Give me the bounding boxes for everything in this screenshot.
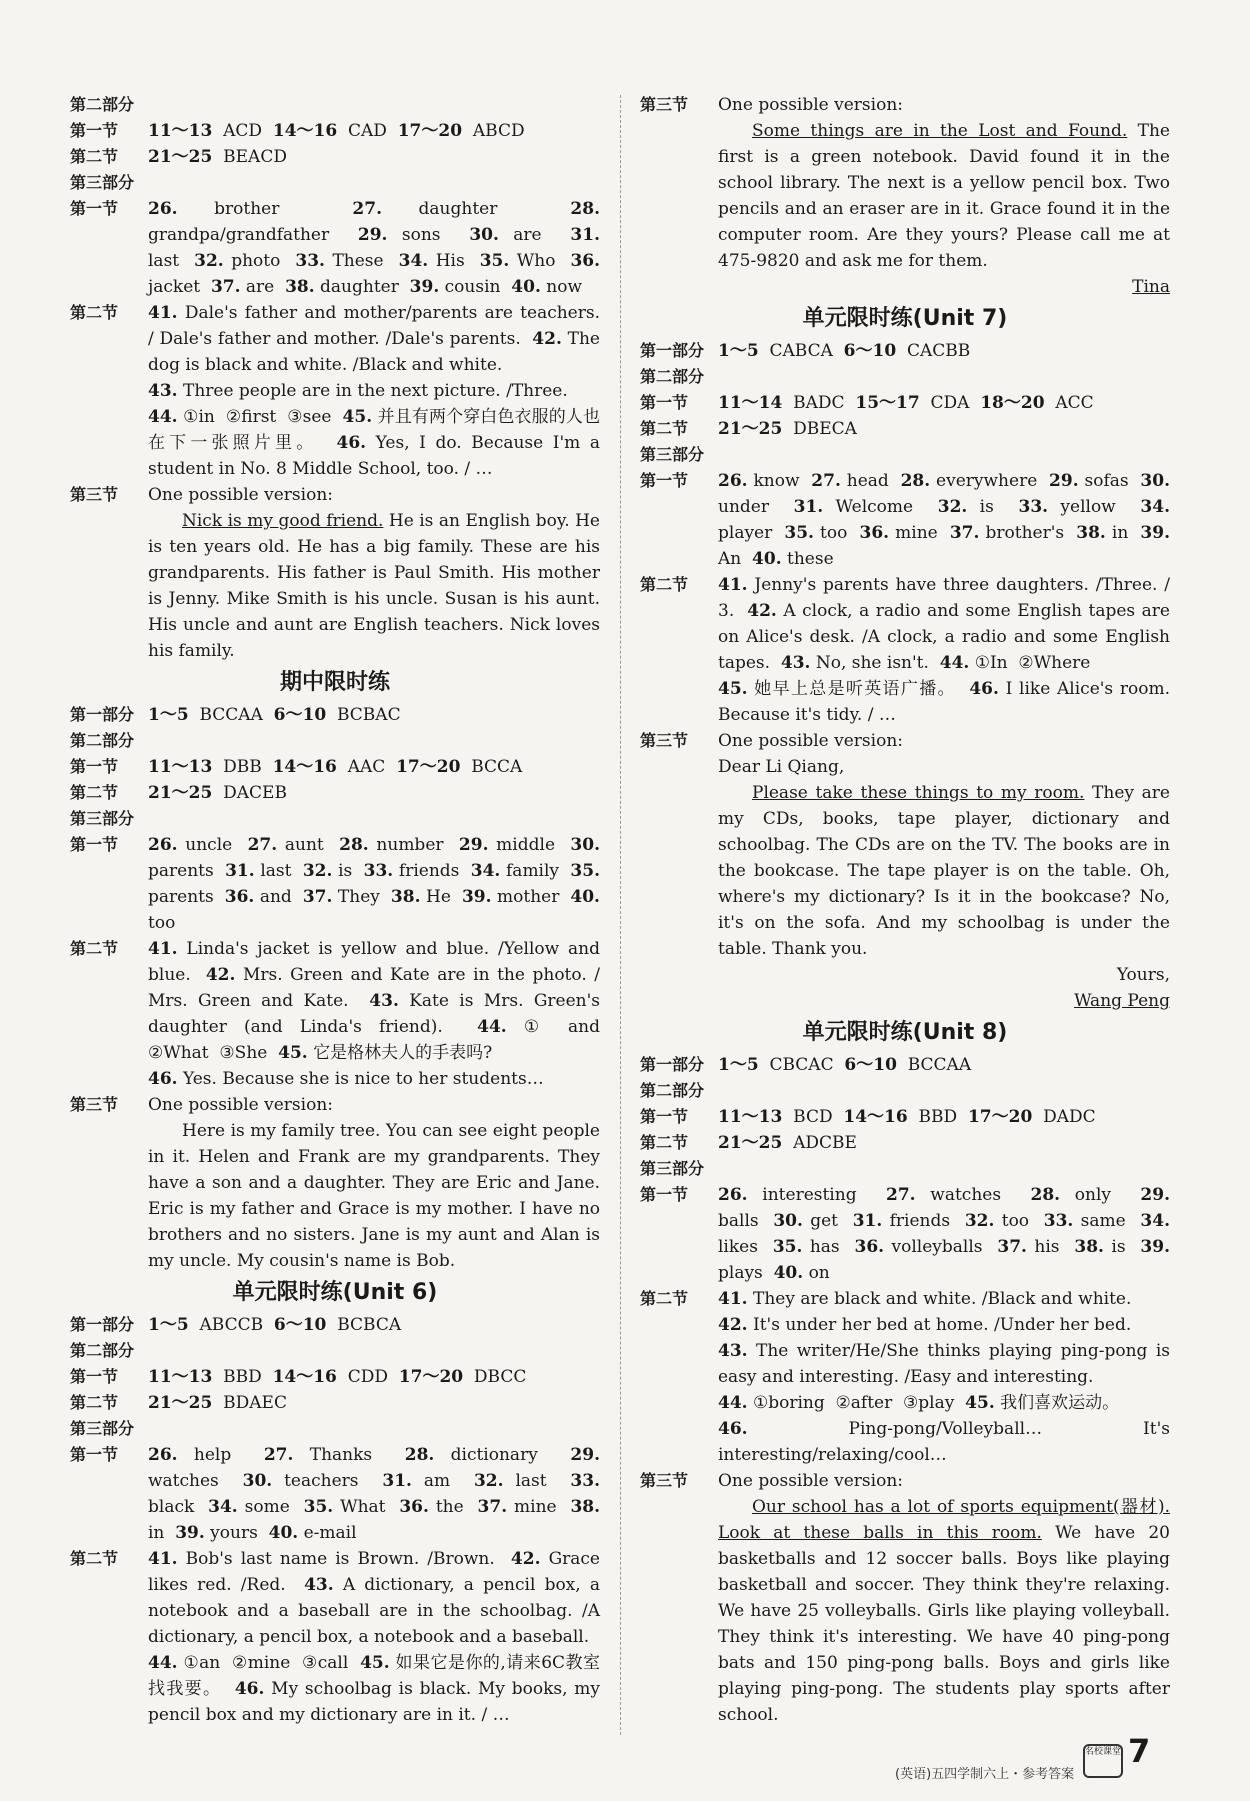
answer-content: 11～13 BBD 14～16 CDD 17～20 DBCC (148, 1367, 527, 1387)
answer-content: 41. Dale's father and mother/parents are teachers. / Dale's father and mother. /Dale's parents. 42. The dog is black and white. /Black and white. 43. Three people are in the next picture. /Three. 44. ①in ②first ③see 45. 并且有两个穿白色衣服的人也在下一张照片里。 46. Yes, I do. Because I'm a student in No. 8 Middle School, too. / … (148, 303, 600, 479)
answer-row (640, 728, 1170, 1014)
section-label: 第三节 (640, 731, 689, 750)
footer-caption: (英语)五四学制六上・参考答案 (895, 1767, 1075, 1782)
answer-row (70, 300, 600, 482)
part-heading: 第三部分 (70, 809, 135, 828)
page-number: 7 (1128, 1732, 1151, 1770)
section-label: 第一节 (70, 835, 119, 854)
answer-row (70, 1390, 600, 1416)
part-heading: 第三部分 (640, 1159, 705, 1178)
answer-content: One possible version: Nick is my good friend. He is an English boy. He is ten years old. He has a big family. These are his grandparents. His father is Paul Smith. His mother is Jenny. Mike Smith is his uncle. Susan is his aunt. His uncle and aunt are English teachers. Nick loves his family. (148, 485, 600, 661)
answer-row (70, 196, 600, 300)
section-title: 期中限时练 (279, 670, 390, 695)
answer-content: 41. Linda's jacket is yellow and blue. /Yellow and blue. 42. Mrs. Green and Kate are in the photo. / Mrs. Green and Kate. 43. Kate is Mrs. Green's daughter (and Linda's friend). 44. ① and ②What ③She 45. 它是格林夫人的手表吗? 46. Yes. Because she is nice to her students… (148, 939, 601, 1089)
section-label: 第二节 (640, 419, 689, 438)
answer-content: One possible version: Here is my family tree. You can see eight people in it. Helen and Frank are my grandparents. They have a son and a daughter. They are Eric and Jane. Eric is my father and Grace is my mother. I have no brothers and no sisters. Jane is my aunt and Alan is my uncle. My cousin's name is Bob. (148, 1095, 600, 1271)
answer-row (640, 1468, 1170, 1728)
right-column (640, 92, 1170, 1728)
answer-row (640, 92, 1170, 300)
section-label: 第一节 (640, 393, 689, 412)
answer-content: 21～25 DBECA (718, 419, 857, 439)
section-label: 第二节 (70, 1549, 119, 1568)
answer-content: 26. know 27. head 28. everywhere 29. sofas 30. under 31. Welcome 32. is 33. yellow 34. player 35. too 36. mine 37. brother's 38. in 39. An 40. these (718, 471, 1170, 569)
left-column (70, 92, 600, 1728)
part-heading: 第二部分 (640, 1081, 705, 1100)
section-label: 第一节 (70, 121, 119, 140)
answer-row (640, 1104, 1170, 1130)
answer-content: 21～25 BDAEC (148, 1393, 287, 1413)
answer-content: 21～25 ADCBE (718, 1133, 857, 1153)
answer-row (70, 1546, 600, 1728)
answer-row (70, 780, 600, 806)
section-label: 第三节 (640, 1471, 689, 1490)
answer-row (640, 1182, 1170, 1286)
part-heading: 第二部分 (70, 1341, 135, 1360)
answer-row (70, 144, 600, 170)
answer-content: 41. Jenny's parents have three daughters. /Three. / 3. 42. A clock, a radio and some English tapes are on Alice's desk. /A clock, a radio and some English tapes. 43. No, she isn't. 44. ①In ②Where 45. 她早上总是听英语广播。 46. I like Alice's room. Because it's tidy. / … (718, 575, 1170, 725)
answer-row (70, 1364, 600, 1390)
part-heading: 第三部分 (70, 1419, 135, 1438)
section-label: 第一节 (640, 1185, 689, 1204)
answer-content: One possible version: Our school has a lot of sports equipment(器材). Look at these balls in this room. We have 20 basketballs and 12 soccer balls. Boys like playing basketball and soccer. They think they're relaxing. We have 25 volleyballs. Girls like playing volleyball. They think it's interesting. We have 40 ping-pong bats and 150 ping-pong balls. Boys and girls like playing ping-pong. The students play sports after school. (718, 1471, 1170, 1725)
answer-row (70, 832, 600, 936)
part-heading: 第二部分 (70, 95, 135, 114)
answer-content: 1～5 ABCCB 6～10 BCBCA (148, 1315, 402, 1335)
section-label: 第二节 (70, 783, 119, 802)
answer-content: 11～14 BADC 15～17 CDA 18～20 ACC (718, 393, 1094, 413)
answer-row (640, 1130, 1170, 1156)
answer-content: One possible version: Some things are in the Lost and Found. The first is a green notebook. David found it in the school library. The next is a yellow pencil box. Two pencils and an eraser are in it. Grace found it in the computer room. Are they yours? Please call me at 475-9820 and ask me for them. Tina (718, 95, 1170, 297)
section-label: 第二节 (70, 147, 119, 166)
section-label: 第一部分 (640, 1055, 705, 1074)
section-label: 第一节 (70, 1367, 119, 1386)
answer-row (70, 936, 600, 1092)
answer-row (640, 572, 1170, 728)
section-label: 第二节 (640, 575, 689, 594)
answer-content: 21～25 BEACD (148, 147, 287, 167)
section-label: 第一节 (70, 757, 119, 776)
answer-row (70, 1312, 600, 1338)
section-title: 单元限时练(Unit 7) (802, 306, 1008, 331)
answer-content: 1～5 CBCAC 6～10 BCCAA (718, 1055, 972, 1075)
section-label: 第一节 (70, 199, 119, 218)
answer-row (640, 1286, 1170, 1468)
answer-content: 11～13 DBB 14～16 AAC 17～20 BCCA (148, 757, 523, 777)
answer-content: 21～25 DACEB (148, 783, 287, 803)
answer-content: 41. They are black and white. /Black and white. 42. It's under her bed at home. /Under her bed. 43. The writer/He/She thinks playing ping-pong is easy and interesting. /Easy and interesting. 44. ①boring ②after ③play 45. 我们喜欢运动。 46. Ping-pong/Volleyball… It's interesting/relaxing/cool… (718, 1289, 1170, 1465)
section-label: 第一节 (70, 1445, 119, 1464)
column-divider (620, 95, 621, 1735)
answer-row (70, 1442, 600, 1546)
publisher-logo-icon: 名校课堂 (1083, 1744, 1123, 1778)
section-label: 第三节 (70, 485, 119, 504)
answer-content: 26. brother 27. daughter 28. grandpa/grandfather 29. sons 30. are 31. last 32. photo 33. These 34. His 35. Who 36. jacket 37. are 38. daughter 39. cousin 40. now (148, 199, 601, 297)
section-label: 第三节 (640, 95, 689, 114)
answer-content: 41. Bob's last name is Brown. /Brown. 42. Grace likes red. /Red. 43. A dictionary, a pencil box, a notebook and a baseball are in the schoolbag. /A dictionary, a pencil box, a notebook and a baseball. 44. ①an ②mine ③call 45. 如果它是你的,请来6C教室找我要。 46. My schoolbag is black. My books, my pencil box and my dictionary are in it. / … (148, 1549, 600, 1725)
section-label: 第二节 (640, 1133, 689, 1152)
answer-row (70, 754, 600, 780)
section-label: 第三节 (70, 1095, 119, 1114)
section-label: 第一节 (640, 471, 689, 490)
section-label: 第二节 (70, 939, 119, 958)
section-label: 第一部分 (70, 705, 135, 724)
section-label: 第二节 (70, 303, 119, 322)
part-heading: 第三部分 (70, 173, 135, 192)
answer-row (640, 468, 1170, 572)
section-label: 第二节 (70, 1393, 119, 1412)
answer-content: 26. interesting 27. watches 28. only 29. balls 30. get 31. friends 32. too 33. same 34. likes 35. has 36. volleyballs 37. his 38. is 39. plays 40. on (718, 1185, 1170, 1283)
answer-content: 1～5 CABCA 6～10 CACBB (718, 341, 971, 361)
answer-content: 11～13 BCD 14～16 BBD 17～20 DADC (718, 1107, 1096, 1127)
part-heading: 第二部分 (70, 731, 135, 750)
answer-content: 1～5 BCCAA 6～10 BCBAC (148, 705, 401, 725)
answer-row (640, 416, 1170, 442)
section-label: 第二节 (640, 1289, 689, 1308)
answer-row (640, 338, 1170, 364)
answer-row (70, 482, 600, 664)
section-title: 单元限时练(Unit 6) (232, 1280, 438, 1305)
answer-content: 26. uncle 27. aunt 28. number 29. middle 30. parents 31. last 32. is 33. friends 34. family 35. parents 36. and 37. They 38. He 39. mother 40. too (148, 835, 600, 933)
answer-row (70, 1092, 600, 1274)
answer-content: 26. help 27. Thanks 28. dictionary 29. watches 30. teachers 31. am 32. last 33. black 34. some 35. What 36. the 37. mine 38. in 39. yours 40. e-mail (148, 1445, 601, 1543)
section-label: 第一节 (640, 1107, 689, 1126)
answer-row (70, 702, 600, 728)
section-title: 单元限时练(Unit 8) (802, 1020, 1008, 1045)
answer-row (70, 118, 600, 144)
answer-content: 11～13 ACD 14～16 CAD 17～20 ABCD (148, 121, 525, 141)
part-heading: 第二部分 (640, 367, 705, 386)
part-heading: 第三部分 (640, 445, 705, 464)
section-label: 第一部分 (640, 341, 705, 360)
answer-row (640, 390, 1170, 416)
section-label: 第一部分 (70, 1315, 135, 1334)
answer-row (640, 1052, 1170, 1078)
answer-content: One possible version: Dear Li Qiang, Please take these things to my room. They are my CDs, books, tape player, dictionary and schoolbag. The CDs are on the TV. The books are in the bookcase. The tape player is on the table. Oh, where's my dictionary? Is it in the bookcase? No, it's on the sofa. And my schoolbag is under the table. Thank you. Yours, Wang Peng (718, 731, 1170, 1011)
